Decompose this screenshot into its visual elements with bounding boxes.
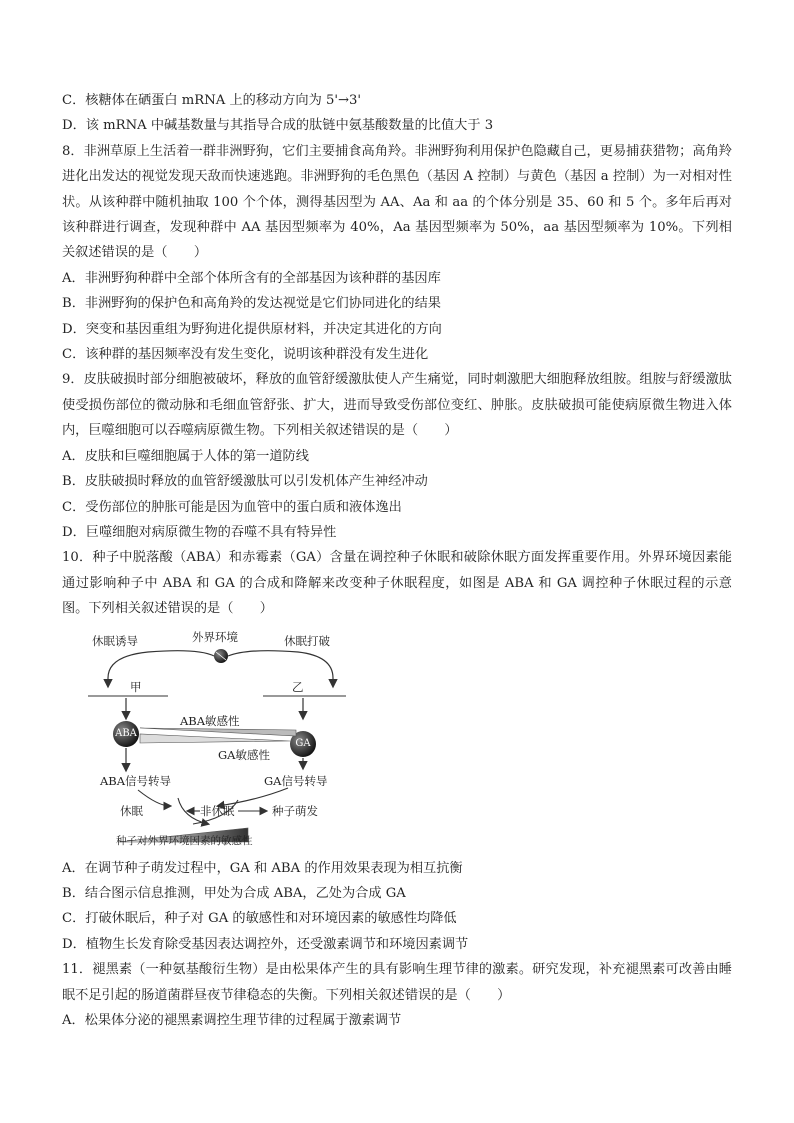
- label-aba-sensitivity: ABA敏感性: [180, 713, 240, 728]
- q11-option: A．松果体分泌的褪黑素调控生理节律的过程属于激素调节: [62, 1012, 402, 1028]
- label-ga: GA: [295, 737, 311, 749]
- q9-option: B．皮肤破损时释放的血管舒缓激肽可以引发机体产生神经冲动: [62, 474, 428, 490]
- q7-option-d: D．该 mRNA 中碱基数量与其指导合成的肽链中氨基酸数量的比值大于 3: [62, 118, 494, 134]
- label-ga-signal: GA信号转导: [264, 773, 328, 788]
- env-to-jia-arrow: [108, 650, 214, 677]
- q8-option: A．非洲野狗种群中全部个体所含有的全部基因为该种群的基因库: [62, 270, 441, 286]
- ga-sensitivity-wedge: [140, 734, 290, 743]
- q10-option: B．结合图示信息推测，甲处为合成 ABA，乙处为合成 GA: [62, 885, 406, 901]
- label-site-jia: 甲: [130, 679, 142, 694]
- label-non-dormant: 非休眠: [200, 803, 235, 818]
- label-env-sensitivity: 种子对外界环境因素的敏感性: [116, 834, 253, 847]
- q7-option-c: C．核糖体在硒蛋白 mRNA 上的移动方向为 5'→3': [62, 93, 362, 108]
- q9-stem: 9．皮肤破损时部分细胞被破坏，释放的血管舒缓激肽使人产生痛觉，同时刺激肥大细胞释放组胺。组胺与舒缓激肽使受损伤部位的微动脉和毛细血管舒张、扩大，进而导致受伤部位变红、肿胀。皮肤破损可能使病原微生物进入体内，巨噬细胞可以吞噬病原微生物。下列相关叙述错误的是（ ）: [62, 372, 732, 439]
- exam-page: [62, 88, 732, 1033]
- label-dormancy-breaking: 休眠打破: [284, 633, 330, 648]
- q8-stem: 8．非洲草原上生活着一群非洲野狗，它们主要捕食高角羚。非洲野狗利用保护色隐藏自己，更易捕获猎物；高角羚进化出发达的视觉发现天敌而快速逃跑。非洲野狗的毛色黑色（基因 A 控制）与黄色（基因 a 控制）为一对相对性状。从该种群中随机抽取 100 个个体，测得基因型为 AA、Aa 和 aa 的个体分别是 35、60 和 5 个。多年后再对该种群进行调查，发现种群中 AA 基因型频率为 40%，Aa 基因型频率为 50%，aa 基因型频率为 10%。下列相关叙述错误的是（ ）: [62, 143, 732, 261]
- q8-option: D．突变和基因重组为野狗进化提供原材料，并决定其进化的方向: [62, 321, 442, 337]
- label-dormant: 休眠: [120, 803, 143, 818]
- label-aba: ABA: [115, 727, 137, 739]
- q10-option: C．打破休眠后，种子对 GA 的敏感性和对环境因素的敏感性均降低: [62, 911, 457, 927]
- q8-option: C．该种群的基因频率没有发生变化，说明该种群没有发生进化: [62, 347, 429, 363]
- q9-option: C．受伤部位的肿胀可能是因为血管中的蛋白质和液体逸出: [62, 499, 402, 515]
- label-external-environment: 外界环境: [192, 629, 238, 644]
- q10-option: D．植物生长发育除受基因表达调控外，还受激素调节和环境因素调节: [62, 936, 469, 952]
- label-ga-sensitivity: GA敏感性: [218, 747, 270, 762]
- label-aba-signal: ABA信号转导: [100, 773, 172, 788]
- q9-option: D．巨噬细胞对病原微生物的吞噬不具有特异性: [62, 524, 337, 540]
- q8-option: B．非洲野狗的保护色和高角羚的发达视觉是它们协同进化的结果: [62, 296, 441, 312]
- q10-stem: 10．种子中脱落酸（ABA）和赤霉素（GA）含量在调控种子休眠和破除休眠方面发挥重要作用。外界环境因素能通过影响种子中 ABA 和 GA 的合成和降解来改变种子休眠程度，如图是 ABA 和 GA 调控种子休眠过程的示意图。下列相关叙述错误的是（ ）: [62, 550, 732, 617]
- aba-ga-dormancy-diagram: [88, 628, 388, 850]
- label-germination: 种子萌发: [272, 803, 318, 818]
- env-to-yi-arrow: [228, 650, 333, 677]
- label-site-yi: 乙: [292, 679, 304, 694]
- label-dormancy-induction: 休眠诱导: [92, 633, 138, 648]
- q9-option: A．皮肤和巨噬细胞属于人体的第一道防线: [62, 448, 309, 464]
- q11-stem: 11．褪黑素（一种氨基酸衍生物）是由松果体产生的具有影响生理节律的激素。研究发现，补充褪黑素可改善由睡眠不足引起的肠道菌群昼夜节律稳态的失衡。下列相关叙述错误的是（ ）: [62, 962, 732, 1003]
- q10-option: A．在调节种子萌发过程中，GA 和 ABA 的作用效果表现为相互抗衡: [62, 860, 463, 876]
